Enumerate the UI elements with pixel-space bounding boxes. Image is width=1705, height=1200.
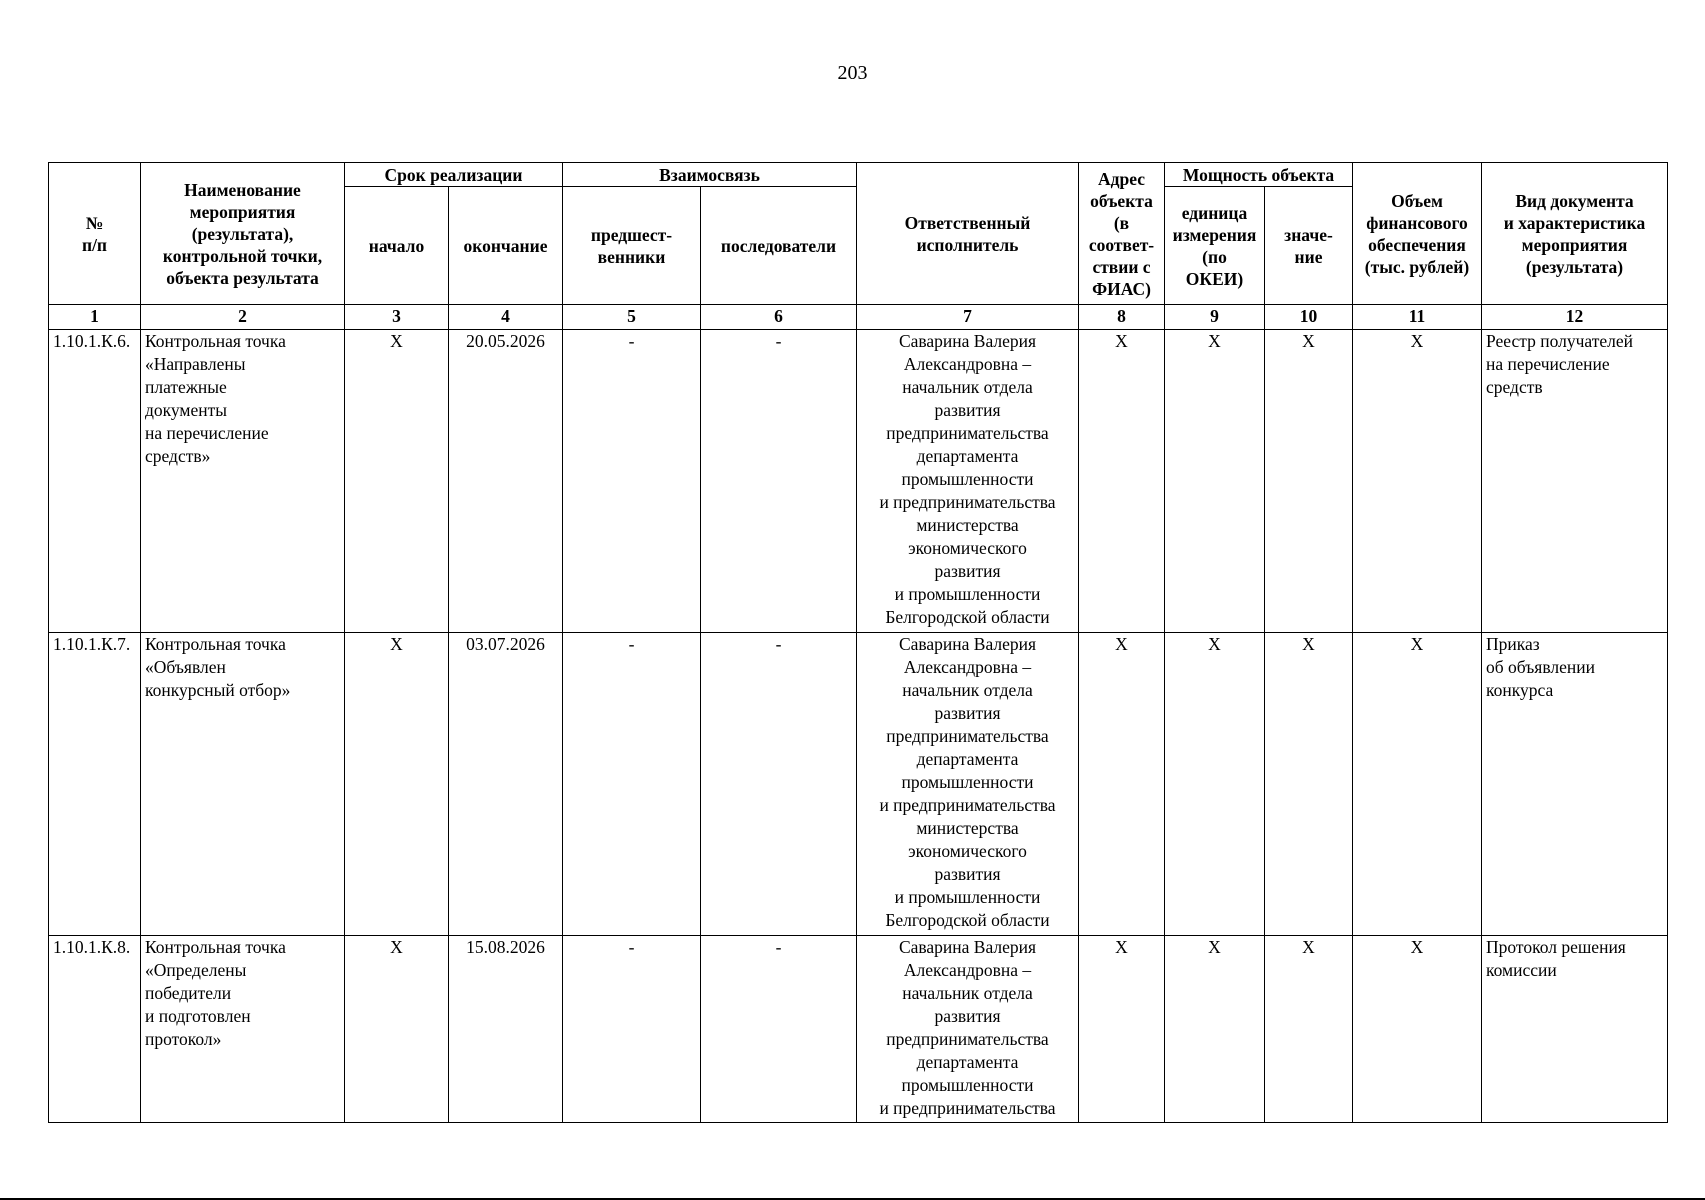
row-start: Х bbox=[345, 330, 449, 633]
header-capacity-group: Мощность объекта bbox=[1165, 163, 1353, 187]
row-responsible: Саварина Валерия Александровна – начальник отдела развития предпринимательства департамента промышленности и предпринимательства министерства экономического развития и промышленности Белгородской области bbox=[857, 633, 1079, 936]
row-finance: Х bbox=[1353, 330, 1482, 633]
column-number: 3 bbox=[345, 305, 449, 330]
row-finance: Х bbox=[1353, 633, 1482, 936]
table-row bbox=[49, 633, 1668, 936]
row-next: - bbox=[701, 330, 857, 633]
row-end: 20.05.2026 bbox=[449, 330, 563, 633]
column-number: 9 bbox=[1165, 305, 1265, 330]
column-number: 6 bbox=[701, 305, 857, 330]
column-number: 4 bbox=[449, 305, 563, 330]
row-value: Х bbox=[1265, 330, 1353, 633]
header-finance: Объем финансового обеспечения (тыс. рублей) bbox=[1353, 163, 1482, 305]
row-prev: - bbox=[563, 330, 701, 633]
row-num: 1.10.1.К.8. bbox=[49, 936, 141, 1123]
row-value: Х bbox=[1265, 633, 1353, 936]
header-term-end: окончание bbox=[449, 187, 563, 305]
header-capacity-unit: единица измерения (по ОКЕИ) bbox=[1165, 187, 1265, 305]
row-finance: Х bbox=[1353, 936, 1482, 1123]
row-doc: Приказ об объявлении конкурса bbox=[1482, 633, 1668, 936]
row-prev: - bbox=[563, 936, 701, 1123]
row-responsible: Саварина Валерия Александровна – начальник отдела развития предпринимательства департамента промышленности и предпринимательства bbox=[857, 936, 1079, 1123]
row-name: Контрольная точка «Объявлен конкурсный отбор» bbox=[141, 633, 345, 936]
column-number: 10 bbox=[1265, 305, 1353, 330]
column-number: 1 bbox=[49, 305, 141, 330]
row-num: 1.10.1.К.7. bbox=[49, 633, 141, 936]
row-address: Х bbox=[1079, 330, 1165, 633]
row-num: 1.10.1.К.6. bbox=[49, 330, 141, 633]
row-next: - bbox=[701, 936, 857, 1123]
row-prev: - bbox=[563, 633, 701, 936]
header-responsible: Ответственный исполнитель bbox=[857, 163, 1079, 305]
row-unit: Х bbox=[1165, 936, 1265, 1123]
header-term-start: начало bbox=[345, 187, 449, 305]
row-doc: Протокол решения комиссии bbox=[1482, 936, 1668, 1123]
header-capacity-value: значе- ние bbox=[1265, 187, 1353, 305]
header-num: № п/п bbox=[49, 163, 141, 305]
column-number: 12 bbox=[1482, 305, 1668, 330]
header-name: Наименование мероприятия (результата), контрольной точки, объекта результата bbox=[141, 163, 345, 305]
table-row bbox=[49, 330, 1668, 633]
row-end: 03.07.2026 bbox=[449, 633, 563, 936]
header-link-prev: предшест- венники bbox=[563, 187, 701, 305]
row-value: Х bbox=[1265, 936, 1353, 1123]
column-number: 11 bbox=[1353, 305, 1482, 330]
row-address: Х bbox=[1079, 633, 1165, 936]
row-unit: Х bbox=[1165, 330, 1265, 633]
column-number: 8 bbox=[1079, 305, 1165, 330]
page-number: 203 bbox=[837, 62, 868, 84]
row-responsible: Саварина Валерия Александровна – начальник отдела развития предпринимательства департамента промышленности и предпринимательства министерства экономического развития и промышленности Белгородской области bbox=[857, 330, 1079, 633]
header-doc-type: Вид документа и характеристика мероприятия (результата) bbox=[1482, 163, 1668, 305]
header-term-group: Срок реализации bbox=[345, 163, 563, 187]
row-next: - bbox=[701, 633, 857, 936]
row-unit: Х bbox=[1165, 633, 1265, 936]
row-name: Контрольная точка «Направлены платежные документы на перечисление средств» bbox=[141, 330, 345, 633]
column-number: 2 bbox=[141, 305, 345, 330]
header-address: Адрес объекта (в соответ- ствии с ФИАС) bbox=[1079, 163, 1165, 305]
row-start: Х bbox=[345, 936, 449, 1123]
plan-table bbox=[48, 162, 1668, 1123]
column-number: 5 bbox=[563, 305, 701, 330]
row-address: Х bbox=[1079, 936, 1165, 1123]
column-number-row bbox=[49, 305, 1668, 330]
header-link-group: Взаимосвязь bbox=[563, 163, 857, 187]
row-start: Х bbox=[345, 633, 449, 936]
row-doc: Реестр получателей на перечисление средств bbox=[1482, 330, 1668, 633]
header-link-next: последователи bbox=[701, 187, 857, 305]
column-number: 7 bbox=[857, 305, 1079, 330]
row-end: 15.08.2026 bbox=[449, 936, 563, 1123]
table-row bbox=[49, 936, 1668, 1123]
row-name: Контрольная точка «Определены победители и подготовлен протокол» bbox=[141, 936, 345, 1123]
